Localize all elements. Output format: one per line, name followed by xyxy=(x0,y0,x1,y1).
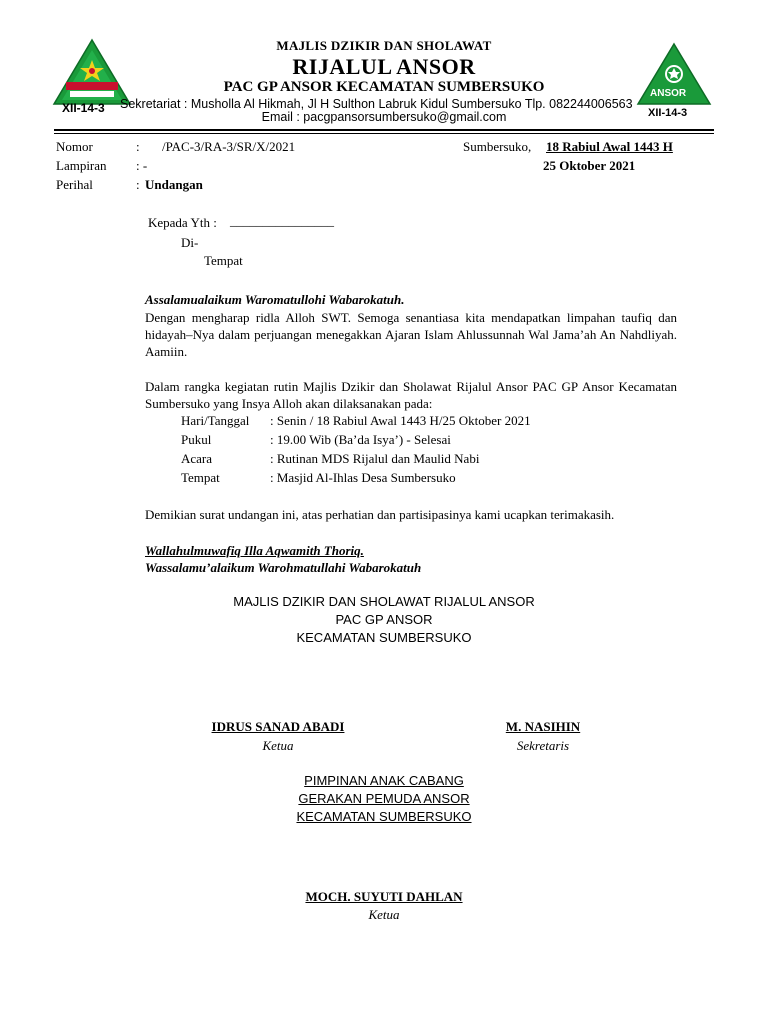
lampiran-value: : - xyxy=(136,158,148,173)
pac-line-1: PIMPINAN ANAK CABANG xyxy=(304,773,464,788)
pac-line-2: GERAKAN PEMUDA ANSOR xyxy=(298,791,470,806)
header-title-small: MAJLIS DZIKIR DAN SHOLAWAT xyxy=(276,38,492,53)
detail-value-hari: : Senin / 18 Rabiul Awal 1443 H/25 Oktober 2021 xyxy=(270,413,531,428)
closing-line-1: Wallahulmuwafiq Illa Aqwamith Thoriq. xyxy=(145,543,364,558)
signer2-name: M. NASIHIN xyxy=(505,719,581,734)
detail-label-tempat: Tempat xyxy=(181,470,220,485)
signer1-role: Ketua xyxy=(262,738,294,753)
sig-org-line-2: PAC GP ANSOR xyxy=(335,612,433,627)
detail-value-acara: : Rutinan MDS Rijalul dan Maulid Nabi xyxy=(270,451,480,466)
lampiran-label: Lampiran xyxy=(56,158,107,173)
header-email: Email : pacgpansorsumbersuko@gmail.com xyxy=(261,110,507,124)
signer3-name: MOCH. SUYUTI DAHLAN xyxy=(305,889,463,904)
para-invitation: Dalam rangka kegiatan rutin Majlis Dzikir dan Sholawat Rijalul Ansor PAC GP Ansor Kecamatan Sumbersuko yang Insya Alloh akan dilaksanakan pada: xyxy=(145,379,677,411)
header-rule xyxy=(54,129,714,131)
greg-date: 25 Oktober 2021 xyxy=(543,158,636,173)
detail-label-hari: Hari/Tanggal xyxy=(181,413,250,428)
signer1-name: IDRUS SANAD ABADI xyxy=(211,719,345,734)
perihal-label: Perihal xyxy=(56,177,93,192)
sig-org-line-1: MAJLIS DZIKIR DAN SHOLAWAT RIJALUL ANSOR xyxy=(233,594,535,609)
recipient-blank: ________________ xyxy=(230,213,334,228)
nomor-sep: : xyxy=(136,139,140,154)
para-closing: Demikian surat undangan ini, atas perhatian dan partisipasinya kami ucapkan terimakasih. xyxy=(145,507,615,522)
hijri-date: 18 Rabiul Awal 1443 H xyxy=(546,139,673,154)
detail-value-tempat: : Masjid Al-Ihlas Desa Sumbersuko xyxy=(270,470,456,485)
signer3-role: Ketua xyxy=(368,907,400,922)
perihal-value: Undangan xyxy=(145,177,203,192)
para-opening: Dengan mengharap ridla Alloh SWT. Semoga senantiasa kita mendapatkan limpahan taufiq dan hidayah–Nya dalam perjuangan menegakkan Ajaran Islam Ahlussunnah Wal Jama’ah An Nahdliyah. Aamiin. xyxy=(145,310,677,359)
detail-label-pukul: Pukul xyxy=(181,432,212,447)
di-label: Di- xyxy=(181,235,199,250)
header-address: Sekretariat : Musholla Al Hikmah, Jl H Sulthon Labruk Kidul Sumbersuko Tlp. 082244006563 xyxy=(120,97,633,111)
perihal-sep: : xyxy=(136,177,140,192)
right-logo-text: ANSOR xyxy=(650,88,687,99)
nomor-label: Nomor xyxy=(56,139,93,154)
detail-value-pukul: : 19.00 Wib (Ba’da Isya’) - Selesai xyxy=(270,432,451,447)
header-title-main: RIJALUL ANSOR xyxy=(292,54,476,79)
place: Sumbersuko, xyxy=(463,139,532,154)
pac-line-3: KECAMATAN SUMBERSUKO xyxy=(296,809,472,824)
header-subtitle: PAC GP ANSOR KECAMATAN SUMBERSUKO xyxy=(223,79,545,95)
left-logo-code: XII-14-3 xyxy=(62,101,105,115)
nomor-value: /PAC-3/RA-3/SR/X/2021 xyxy=(162,139,296,154)
closing-line-2: Wassalamu’alaikum Warohmatullahi Wabarokatuh xyxy=(145,560,422,575)
detail-label-acara: Acara xyxy=(181,451,213,466)
sig-org-line-3: KECAMATAN SUMBERSUKO xyxy=(296,630,472,645)
right-logo-code: XII-14-3 xyxy=(648,107,688,119)
signer2-role: Sekretaris xyxy=(516,738,570,753)
header-rule-thin xyxy=(54,133,714,134)
tempat-label: Tempat xyxy=(204,253,243,268)
salam: Assalamualaikum Waromatullohi Wabarokatuh. xyxy=(145,292,405,307)
kepada-label: Kepada Yth : xyxy=(148,215,217,230)
